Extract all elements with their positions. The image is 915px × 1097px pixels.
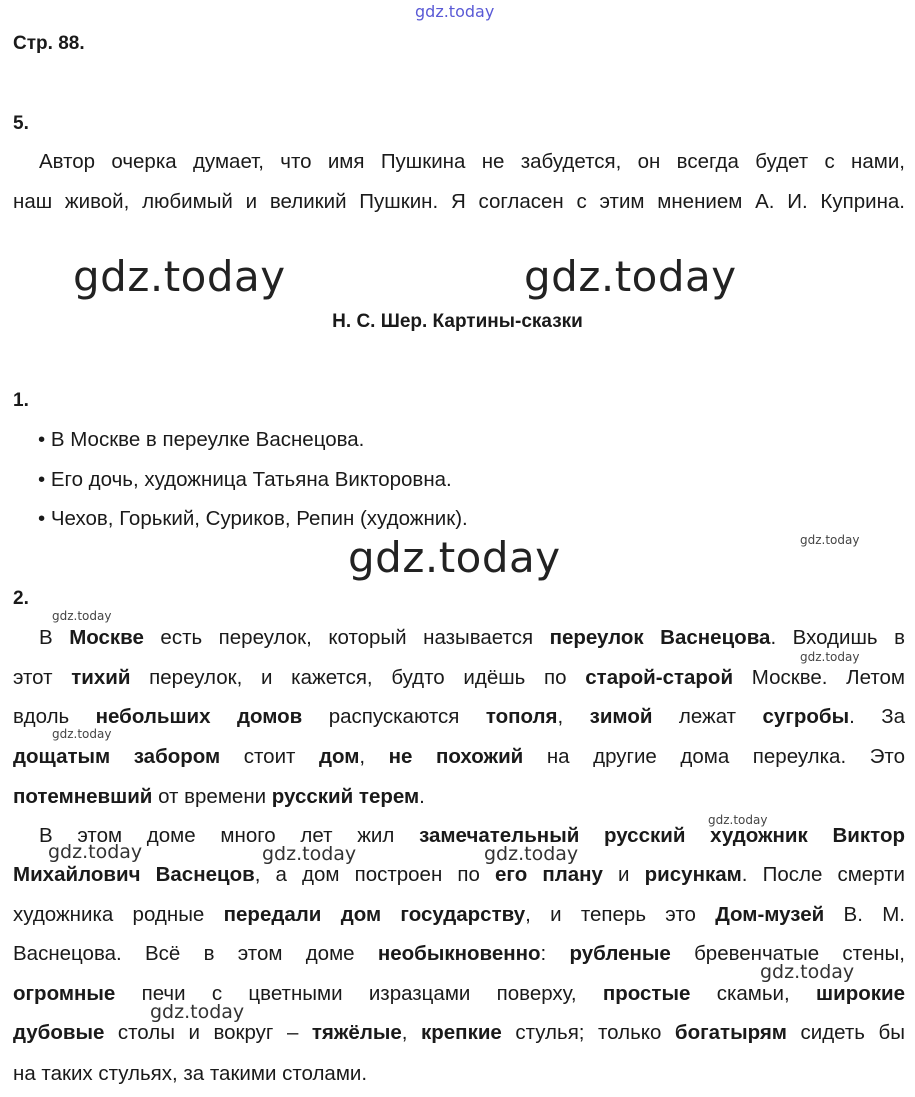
text-run: Москве. Летом — [733, 666, 905, 689]
bold-term: не похожий — [388, 745, 524, 768]
bold-term: сугробы — [762, 705, 850, 728]
text-run: этот — [13, 666, 72, 689]
bold-term: тополя — [485, 705, 558, 728]
text-run: , а дом построен по — [254, 863, 496, 886]
watermark: gdz.today — [262, 843, 357, 865]
bold-term: старой-старой — [585, 666, 734, 689]
q2-line — [13, 1021, 905, 1045]
bullet-item: • В Москве в переулке Васнецова. — [38, 428, 365, 451]
bold-term: тяжёлые — [311, 1021, 402, 1044]
watermark: gdz.today — [73, 252, 286, 301]
bold-term: русский терем — [271, 785, 420, 808]
text-run: : — [540, 942, 570, 965]
bold-term: потемневший — [13, 785, 153, 808]
bold-term: дубовые — [13, 1021, 105, 1044]
bold-term: его плану — [495, 863, 603, 886]
text-run: бревенчатые стены, — [670, 942, 905, 965]
watermark: gdz.today — [708, 813, 768, 827]
watermark: gdz.today — [348, 533, 561, 582]
q2-line — [13, 666, 905, 690]
bold-term: тихий — [71, 666, 131, 689]
section-title: Н. С. Шер. Картины-сказки — [332, 311, 583, 332]
watermark: gdz.today — [800, 533, 860, 547]
text-run: столы и вокруг – — [104, 1021, 312, 1044]
text-run: на другие дома переулка. Это — [523, 745, 905, 768]
text-run: есть переулок, который называется — [143, 626, 550, 649]
bold-term: дом — [318, 745, 360, 768]
question-1-number: 1. — [13, 390, 29, 411]
text-run: стоит — [220, 745, 319, 768]
text-run: . За — [849, 705, 905, 728]
bold-term: Москве — [69, 626, 144, 649]
bold-term: зимой — [589, 705, 653, 728]
text-run: сидеть бы — [786, 1021, 905, 1044]
bold-term: рубленые — [569, 942, 671, 965]
watermark: gdz.today — [52, 727, 112, 741]
q2-line — [13, 824, 905, 848]
text-run: художника родные — [13, 903, 224, 926]
text-run: В этом доме много лет жил — [39, 824, 420, 847]
q2-line — [13, 903, 905, 927]
q2-line — [13, 705, 905, 729]
bold-term: дощатым забором — [13, 745, 221, 768]
watermark: gdz.today — [48, 841, 143, 863]
watermark: gdz.today — [150, 1001, 245, 1023]
text-run: от времени — [152, 785, 272, 808]
q5-line-2: наш живой, любимый и великий Пушкин. Я согласен с этим мнением А. И. Куприна. — [13, 190, 905, 213]
text-run: , и теперь это — [525, 903, 716, 926]
bold-term: огромные — [13, 982, 116, 1005]
text-run: печи с цветными изразцами поверху, — [115, 982, 603, 1005]
text-run: Васнецова. Всё в этом доме — [13, 942, 378, 965]
text-run: . Входишь в — [770, 626, 906, 649]
watermark: gdz.today — [524, 252, 737, 301]
page-reference: Стр. 88. — [13, 33, 85, 54]
text-run: распускаются — [302, 705, 486, 728]
text-run: В — [39, 626, 70, 649]
text-run: переулок, и кажется, будто идёшь по — [130, 666, 586, 689]
bold-term: широкие — [816, 982, 906, 1005]
question-2-number: 2. — [13, 588, 29, 609]
text-run: скамьи, — [690, 982, 817, 1005]
text-run: и — [602, 863, 645, 886]
watermark: gdz.today — [800, 650, 860, 664]
watermark: gdz.today — [760, 961, 855, 983]
question-5-number: 5. — [13, 113, 29, 134]
text-run: , — [401, 1021, 421, 1044]
q2-line — [13, 745, 905, 769]
bold-term: передали дом государству — [223, 903, 526, 926]
bold-term: богатырям — [674, 1021, 787, 1044]
bold-term: переулок Васнецова — [549, 626, 771, 649]
q2-line — [13, 982, 905, 1006]
text-run: , — [557, 705, 590, 728]
bold-term: Михайлович Васнецов — [13, 863, 255, 886]
q5-line-1: Автор очерка думает, что имя Пушкина не забудется, он всегда будет с нами, — [39, 150, 905, 173]
text-run: на таких стульях, за такими столами. — [13, 1062, 368, 1085]
bullet-item: • Чехов, Горький, Суриков, Репин (художник). — [38, 507, 468, 530]
text-run: , — [359, 745, 389, 768]
bold-term: простые — [602, 982, 691, 1005]
text-run: В. М. — [824, 903, 905, 926]
q2-line — [13, 785, 905, 809]
text-run: . — [419, 785, 425, 808]
bold-term: необыкновенно — [377, 942, 541, 965]
bold-term: рисункам — [644, 863, 742, 886]
bold-term: Дом-музей — [715, 903, 825, 926]
watermark: gdz.today — [52, 609, 112, 623]
bold-term: небольших домов — [95, 705, 303, 728]
text-run: лежат — [652, 705, 763, 728]
text-run: вдоль — [13, 705, 96, 728]
text-run: . После смерти — [741, 863, 906, 886]
q2-line — [13, 1062, 905, 1086]
watermark: gdz.today — [415, 2, 495, 21]
text-run: стулья; только — [501, 1021, 675, 1044]
q2-line — [13, 863, 905, 887]
watermark: gdz.today — [484, 843, 579, 865]
bold-term: замечательный русский художник Виктор — [419, 824, 905, 847]
bullet-item: • Его дочь, художница Татьяна Викторовна. — [38, 468, 452, 491]
bold-term: крепкие — [421, 1021, 502, 1044]
q2-line — [13, 626, 905, 650]
